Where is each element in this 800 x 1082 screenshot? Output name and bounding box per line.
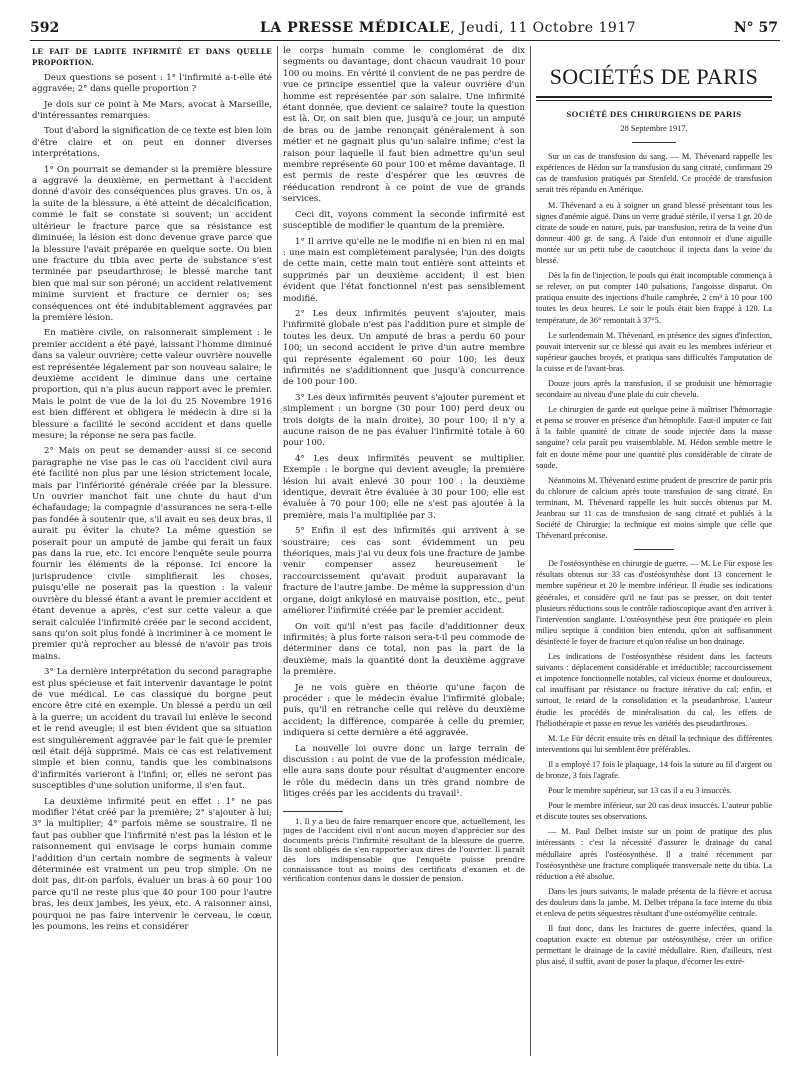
paragraph: Néanmoins M. Thévenard estime prudent de prescrire de partir pris du chlorure de calcium après toute transfusion de sang citraté. En terminant, M. Thévenard rappelle les huit succès obtenus par M. Jeanbrau sur 11 cas de transfusion de sang citraté et publiés à la Société de Chirurgie; la technique est moins simple que celle que Thévenard préconise.	[536, 475, 772, 541]
paragraph: 2° Les deux infirmités peuvent s'ajouter, mais l'infirmité globale n'est pas l'addition pure et simple de toutes les deux. Un amputé de bras a perdu 60 pour 100; un second accident le prive d'un autre membre qui représente également 60 pour 100; les deux infirmités ne s'additionnent que jusqu'à concurrence de 100 pour 100.	[283, 308, 525, 388]
paragraph: 3° Les deux infirmités peuvent s'ajouter purement et simplement : un borgne (30 pour 100) perd deux ou trois doigts de la main droite), 30 pour 100; il n'y a aucune raison de ne pas évaluer l'infirmité totale à 60 pour 100.	[283, 392, 525, 449]
page-number: 592	[30, 20, 60, 36]
divider	[634, 549, 674, 550]
paragraph: Dès la fin de l'injection, le pouls qui était incomptable commença à se relever, on put compter 140 pulsations, l'angoisse disparut. On pratiqua ensuite des injections d'huile camphrée, 2 cm³ à 10 pour 100 toutes les deux heures. Le soir le pouls était bien frappé à 120. La température, de 36° remontait à 37°5.	[536, 271, 772, 325]
paragraph: Le surlendemain M. Thévenard, en présence des signes d'infection, pouvait intervenir sur ce blessé qui avait eu les membres inférieur et supérieur gauches broyés, et pratiqua sans difficultés l'amputation de la cuisse et de l'avant-bras.	[536, 330, 772, 373]
column-divider	[277, 46, 278, 1056]
column-divider	[530, 46, 531, 1056]
paragraph: le corps humain comme le conglomérat de dix segments ou davantage, dont chacun vaudrait 10 pour 100 ou moins. En vérité il convient de ne pas perdre de vue ce principe essentiel que la valeur ouvrière d'un homme est représentée par son salaire. Une infirmité étant donnée, que devient ce salaire? toute la question est là. Or, on sait bien que, jusqu'à ce jour, un amputé de bras ou de jambe renonçait généralement à son métier et ne gagnait plus qu'un salaire infime; c'est la raison pour laquelle il faut bien admettre qu'un seul membre représente 60 pour 100 et même davantage. Il est permis de reste d'espérer que les œuvres de rééducation rendront à ce point de vue de grands services.	[283, 46, 525, 205]
paragraph: Dans les jours suivants, le malade présenta de la fièvre et accusa des douleurs dans la jambe. M. Delbet trépana la face interne du tibia et enleva de petits séquestres résultant d'une ostéomyélite centrale.	[536, 886, 772, 918]
paragraph: Le chirurgien de garde eut quelque peine à maîtriser l'hémorragie et pensa se trouver en présence d'un hémophile. Faut-il imputer ce fait à la faible quantité de citrate de soude injectée dans la masse sanguine? cela paraît peu vraisemblable. M. Hédon semble mettre le fait en doute même pour une quantité plus considérable de citrate de soude.	[536, 405, 772, 470]
journal-title: LA PRESSE MÉDICALE	[260, 20, 451, 36]
paragraph: Sur un cas de transfusion du sang. — M. Thévenard rappelle les expériences de Hédon sur la transfusion du sang citraté, confirmant 29 cas de transfusion pratiqués par Stenfeld. Ce procédé de transfusion serait très répandu en Amérique.	[536, 152, 772, 195]
paragraph: Il a employé 17 fois le plaquage, 14 fois la suture au fil d'argent ou de bronze, 3 fois l'agrafe.	[536, 759, 772, 780]
page-header	[30, 18, 780, 41]
paragraph: Douze jours après la transfusion, il se produisit une hémorragie secondaire au niveau d'une plaie du cuir chevelu.	[536, 378, 772, 400]
paragraph: Pour le membre inférieur, sur 20 cas deux insuccès. L'auteur publie et discute toutes ses observations.	[536, 801, 772, 822]
paragraph: Ceci dit, voyons comment la seconde infirmité est susceptible de modifier le quantum de la première.	[283, 209, 525, 232]
paragraph: La deuxième infirmité peut en effet : 1° ne pas modifier l'état créé par la première; 2° s'ajouter à lui; 3° la multiplier; 4° parfois même se soustraire. Il ne faut pas oublier que l'infirmité n'est pas la lésion et le raisonnement qui envisage le corps humain comme l'addition d'un certain nombre de segments à valeur déterminée est vraiment un peu trop simple. On ne doit pas, dit-on parfois, évaluer un bras à 60 pour 100 parce qu'il ne reste plus que 40 pour 100 pour l'autre bras, les deux jambes, les yeux, etc. A raisonner ainsi, pourquoi ne pas faire intervenir le cerveau, le cœur, les poumons, les reins et considérer	[32, 796, 272, 933]
paragraph: Pour le membre supérieur, sur 13 cas il a eu 3 insuccès.	[548, 786, 732, 796]
paragraph: Tout d'abord la signification de ce texte est bien loin d'être claire et on peut en donner diverses interprétations.	[32, 126, 272, 160]
societies-body	[536, 151, 772, 967]
society-title: SOCIÉTÉ DES CHIRURGIENS DE PARIS	[566, 109, 742, 119]
paragraph: M. Thévenard a eu à soigner un grand blessé présentant tous les signes d'anémie aiguë. Dans un verre gradué stérile, il versa 1 gr. 20 de citrate de soude en nature, puis, par transfusion, retira de la veine d'un donneur 400 gr. de sang. A l'aide d'un entonnoir et d'une aiguille montée sur un petit tube de caoutchouc il injecta dans la veine du blessé.	[536, 200, 772, 266]
section-title: SOCIÉTÉS DE PARIS	[549, 64, 759, 89]
article-column-2	[283, 46, 525, 888]
paragraph: — M. Paul Delbet insiste sur un point de pratique des plus intéressants : c'est la nécessité d'assurer le drainage du canal médullaire après l'ostéosynthèse. Il a traité récemment par l'ostéosynthèse une fracture compliquée transversale nette du tibia. La réduction a été absolue.	[536, 827, 772, 881]
paragraph: On voit qu'il n'est pas facile d'additionner deux infirmités; à plus forte raison sera-t-il peu commode de déterminer dans ce total, non pas la part de la deuxième, mais la quantité dont la deuxième aggrave la première.	[283, 621, 525, 678]
paragraph: LE FAIT DE LADITE INFIRMITÉ ET DANS QUELLE PROPORTION.	[32, 47, 272, 68]
paragraph: Deux questions se posent : 1° l'infirmité a-t-elle été aggravée; 2° dans quelle proportion ?	[32, 72, 272, 95]
paragraph: 1° Il arrive qu'elle ne le modifie ni en bien ni en mal : une main est complètement paralysée; l'un des doigts de cette main, cette main tout entière sont atteints et supprimés par un deuxième accident; il est bien évident que l'état fonctionnel n'est pas sensiblement modifié.	[283, 236, 525, 304]
paragraph: 1° On pourrait se demander si la première blessure a aggravé la deuxième, en permettant à l'accident donné d'avoir des conséquences plus graves. Un os, à la suite de la blessure, a été atteint de décalcification, comme le fait se constate si souvent; un accident ultérieur le fracture parce que sa résistance est diminuée; la lésion est donc devenue grave parce que la blessure l'avait préparée en quelque sorte. Ou bien une fracture du tibia avec perte de substance s'est terminée par pseudarthrose; le blessé marche tant bien que mal sur son péroné; un accident relativement minime survient et fracture ce dernier os; ses conséquences ont été indubitablement aggravées par la première lésion.	[32, 164, 272, 323]
paragraph: Il faut donc, dans les fractures de guerre infectées, quand la coaptation exacte est obtenue par ostéosynthèse, créer un orifice permettant le drainage de la cavité médullaire. Rien, d'ailleurs, n'est plus aisé, il suffit, avant de poser la plaque, d'écorner les extré-	[536, 924, 772, 967]
paragraph: 2° Mais on peut se demander aussi si ce second paragraphe ne vise pas le cas où l'accident civil aura été facilité non plus par une lésion strictement locale, mais par l'infériorité générale créée par la blessure. Un ouvrier manchot fait une chute du haut d'un échafaudage; la compagnie d'assurances ne sera-t-elle pas fondée à soutenir que, s'il avait eu ses deux bras, il aurait pu éviter la chute? La même question se poserait pour un amputé de jambe qui ferait un faux pas dans la rue, etc. Ici encore l'enquête seule pourra fournir les éléments de la réponse. Ici encore la jurisprudence civile simplifierait les choses, puisqu'elle ne poserait pas la question : la valeur ouvrière du blessé étant a avant le premier accident et étant devenue a après, c'est sur cette valeur a que serait calculée l'infirmité créée par le second accident, sans qu'on soit plus fondé à incriminer à ce moment le premier qu'à reprocher au blessé de n'avoir pas trois mains.	[32, 446, 272, 662]
footnote: 1. Il y a lieu de faire remarquer encore que, actuellement, les juges de l'accident civil n'ont aucun moyen d'apprécier sur des documents précis l'infirmité résultant de la blessure de guerre. Ils sont obligés de s'en rapporter aux dires de l'ouvrier. Il paraît dès lors indispensable que l'enquête puisse prendre connaissance tout au moins des certificats d'examen et de vérification contenus dans le dossier de pension.	[283, 816, 525, 884]
paragraph: 3° La dernière interprétation du second paragraphe est plus spécieuse et fait intervenir davantage le point de vue médical. Le cas classique du borgne peut encore être cité en exemple. Un blessé a perdu un œil à la guerre; un accident du travail lui enlève le second et le rend aveugle; il est bien évident que sa situation est singulièrement aggravée par le fait que le premier œil était déjà supprimé. Mais ce cas est relativement simple et bien connu, tandis que les combinaisons d'infirmités varieront à l'infini; or, elles ne seront pas susceptibles d'une solution uniforme, il s'en faut.	[32, 667, 272, 792]
paragraph: En matière civile, on raisonnerait simplement : le premier accident a été payé, laissant l'homme diminué dans sa valeur ouvrière; cette valeur ouvrière nouvelle est représentée légalement par son nouveau salaire; le deuxième accident le diminue dans une certaine proportion, qui n'a plus aucun rapport avec le premier. Mais le point de vue de la loi du 25 Novembre 1916 est bien différent et obligera le médecin à dire si la blessure a facilité le second accident et dans quelle mesure; la réponse ne sera pas facile.	[32, 328, 272, 441]
paragraph: Je dois sur ce point à Me Mars, avocat à Marseille, d'intéressantes remarques.	[32, 99, 272, 122]
title-rule	[536, 96, 772, 101]
paragraph: La nouvelle loi ouvre donc un large terrain de discussion : au point de vue de la profession médicale, elle aura sans doute pour résultat d'augmenter encore le rôle du médecin dans un très grand nombre de litiges créés par les accidents du travail¹.	[283, 743, 525, 800]
paragraph: 5° Enfin il est des infirmités qui arrivent à se soustraire; ces cas sont évidemment un peu théoriques, mais j'ai vu deux fois une fracture de jambe venir compenser assez heureusement le raccourcissement qu'avait produit auparavant la fracture de l'autre jambe. De même la suppression d'un organe, doigt ankylosé en mauvaise position, etc., peut améliorer l'infirmité créée par le premier accident.	[283, 526, 525, 617]
paragraph: M. Le Für décrit ensuite très en détail la technique des différentes interventions qui lui semblent être préférables.	[536, 733, 772, 754]
issue-date: Jeudi, 11 Octobre 1917	[460, 20, 637, 36]
paragraph: Les indications de l'ostéosynthèse résident dans les facteurs suivants : déplacement considérable et irréductible; raccourcissement et impotence fonctionnelle notables, cal vicieux énorme et douloureux, cal insuffisant par résistance ou fracture itérative du cal; enfin, et surtout, le retard de la consolidation et la pseudarthrose. L'auteur étudie les procédés de minéralisation du cal, les effets de l'héliothérapie et passe en revue les variétés des pseudarthroses.	[536, 652, 772, 728]
meeting-date: 28 Septembre 1917.	[620, 124, 688, 134]
paragraph: 4° Les deux infirmités peuvent se multiplier. Exemple : le borgne qui devient aveugle; la première lésion lui avait enlevé 30 pour 100 : la deuxième identique, devrait être évaluée à 30 pour 100; elle est évaluée à 70 pour 100; elle ne s'est pas ajoutée à la première, mais l'a multipliée par 3.	[283, 453, 525, 521]
divider	[632, 142, 676, 143]
societies-column	[536, 46, 772, 971]
paragraph: Je ne vois guère en théorie qu'une façon de procéder : que le médecin évalue l'infirmité globale; puis, qu'il en retranche celle qui relève du deuxième accident; la différence, comparée à celle du premier, indiquera si cette dernière a été aggravée.	[283, 682, 525, 739]
header-center: LA PRESSE MÉDICALE, Jeudi, 11 Octobre 1917	[260, 20, 637, 36]
paragraph: De l'ostéosynthèse en chirurgie de guerre. — M. Le Für expose les résultats obtenus sur 33 cas d'ostéosynthèse dont 13 concernent le membre supérieur et 20 le membre inférieur. Il étudie ses indications générales, et considère qu'il ne faut pas se presser, on doit tenter plusieurs réductions sous le contrôle radioscopique avant d'en arriver à l'intervention sanglante. L'ostéosynthèse peut être pratiquée en plein milieu septique à condition bien entendu, qu'on ait suffisamment désinfecté le foyer de fracture et qu'on réalise un bon drainage.	[536, 559, 772, 646]
issue-number: N° 57	[733, 20, 778, 36]
article-column-1	[32, 46, 272, 937]
footnote-rule	[283, 811, 343, 812]
